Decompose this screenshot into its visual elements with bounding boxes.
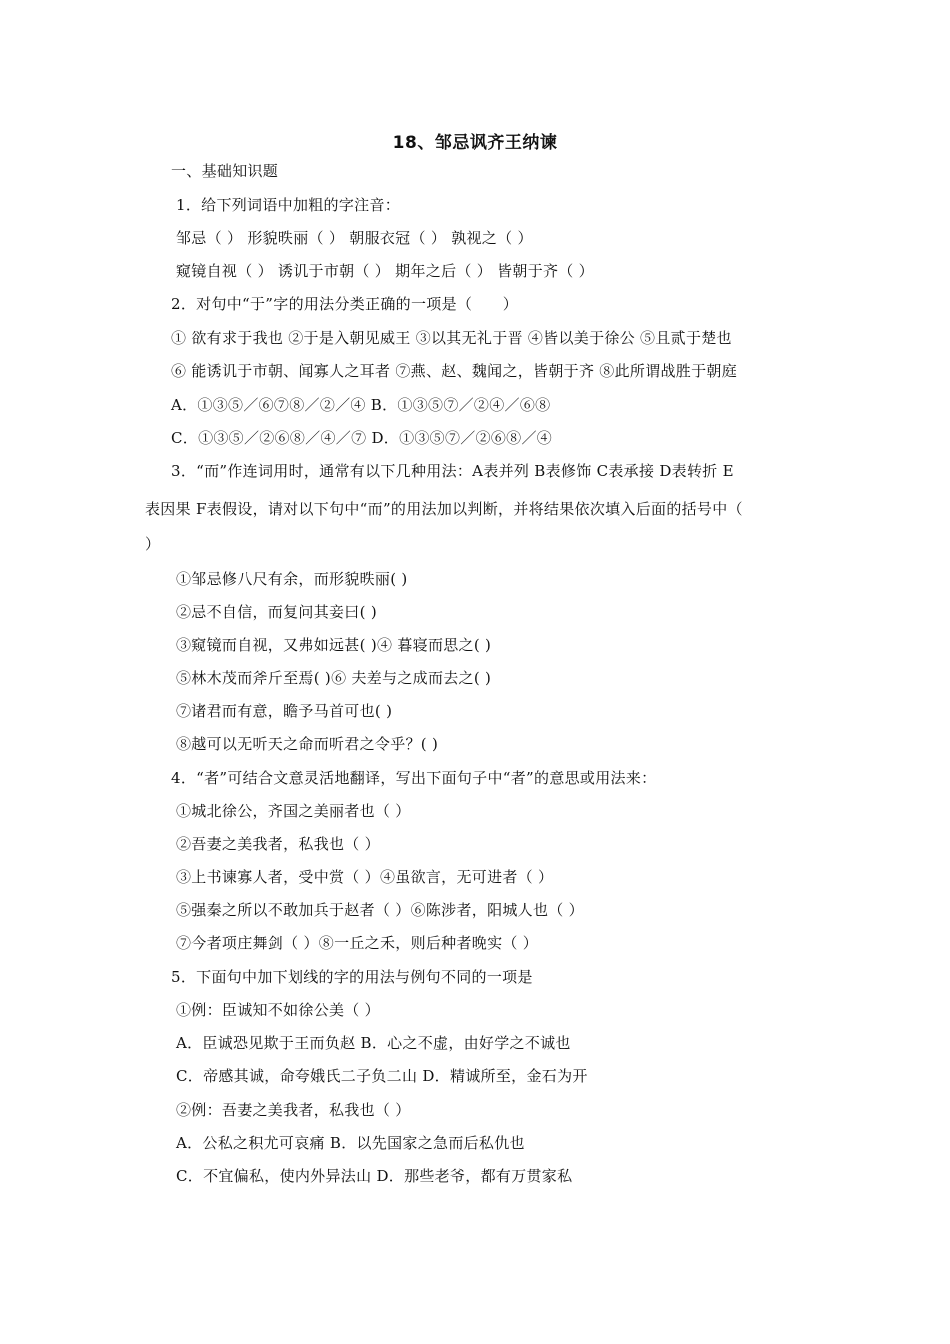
q4-item: ⑤强秦之所以不敢加兵于赵者（ ）⑥陈涉者，阳城人也（ ） <box>176 901 584 919</box>
q3-item: ⑦诸君而有意，瞻予马首可也( ) <box>176 702 393 720</box>
q5-example-2-options-ab: A．公私之积尤可哀痛 B．以先国家之急而后私仇也 <box>176 1134 525 1152</box>
q3-item: ⑤林木茂而斧斤至焉( )⑥ 夫差与之成而去之( ) <box>176 669 492 687</box>
q3-item: ③窥镜而自视，又弗如远甚( )④ 暮寝而思之( ) <box>176 636 492 654</box>
q2-row-2: ⑥ 能诱讥于市朝、闻寡人之耳者 ⑦燕、赵、魏闻之，皆朝于齐 ⑧此所谓战胜于朝庭 <box>171 362 738 380</box>
q1-stem: 1．给下列词语中加粗的字注音： <box>176 196 401 214</box>
q4-item: ③上书谏寡人者，受中赏（ ）④虽欲言，无可进者（ ） <box>176 868 554 886</box>
q3-stem-3: ） <box>145 535 161 553</box>
q4-item: ⑦今者项庄舞剑（ ）⑧一丘之禾，则后种者晚实（ ） <box>176 934 539 952</box>
page-title: 18、邹忌讽齐王纳谏 <box>392 133 558 153</box>
q4-stem: 4．“者”可结合文意灵活地翻译，写出下面句子中“者”的意思或用法来： <box>171 769 657 787</box>
q5-example-1-options-cd: C．帝感其诚，命夸娥氏二子负二山 D．精诚所至，金石为开 <box>176 1067 588 1085</box>
q4-item: ②吾妻之美我者，私我也（ ） <box>176 835 380 853</box>
q2-options-ab: A．①③⑤／⑥⑦⑧／②／④ B．①③⑤⑦／②④／⑥⑧ <box>171 396 551 414</box>
q5-example-1-options-ab: A．臣诚恐见欺于王而负赵 B．心之不虚，由好学之不诚也 <box>176 1034 571 1052</box>
q1-row-1: 邹忌（ ） 形貌昳丽（ ） 朝服衣冠（ ） 孰视之（ ） <box>176 229 533 247</box>
q3-stem-2: 表因果 F表假设，请对以下句中“而”的用法加以判断，并将结果依次填入后面的括号中（ <box>145 500 743 518</box>
q5-example-2-options-cd: C．不宜偏私，使内外异法山 D．那些老爷，都有万贯家私 <box>176 1167 573 1185</box>
q3-item: ②忌不自信，而复问其妾曰( ) <box>176 603 377 621</box>
q1-row-2: 窥镜自视（ ） 诱讥于市朝（ ） 期年之后（ ） 皆朝于齐（ ） <box>176 262 594 280</box>
q5-stem: 5．下面句中加下划线的字的用法与例句不同的一项是 <box>171 968 533 986</box>
q2-stem: 2．对句中“于”字的用法分类正确的一项是（ ） <box>171 295 519 313</box>
q2-row-1: ① 欲有求于我也 ②于是入朝见威王 ③以其无礼于晋 ④皆以美于徐公 ⑤且贰于楚也 <box>171 329 732 347</box>
q3-item: ⑧越可以无听天之命而听君之令乎？( ) <box>176 735 439 753</box>
q4-item: ①城北徐公，齐国之美丽者也（ ） <box>176 802 411 820</box>
q5-example-1: ①例：臣诚知不如徐公美（ ） <box>176 1001 380 1019</box>
q5-example-2: ②例：吾妻之美我者，私我也（ ） <box>176 1101 411 1119</box>
section-heading: 一、基础知识题 <box>171 162 279 180</box>
q3-stem-1: 3．“而”作连词用时，通常有以下几种用法：A表并列 B表修饰 C表承接 D表转折 E <box>171 462 734 480</box>
q3-item: ①邹忌修八尺有余，而形貌昳丽( ) <box>176 570 408 588</box>
q2-options-cd: C．①③⑤／②⑥⑧／④／⑦ D．①③⑤⑦／②⑥⑧／④ <box>171 429 553 447</box>
